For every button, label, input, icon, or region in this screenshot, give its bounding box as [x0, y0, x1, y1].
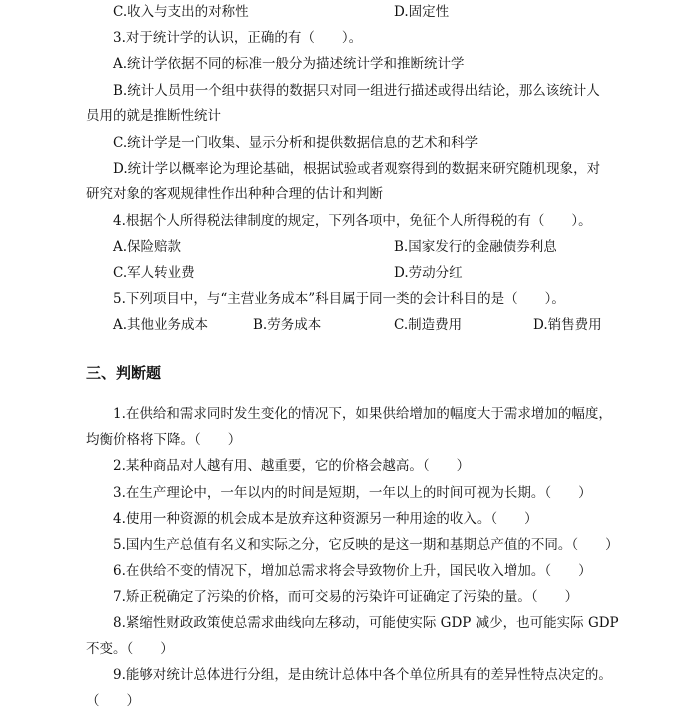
q4-option-b: B.国家发行的金融债券利息	[394, 239, 557, 255]
tf-item-8-line1: 8.紧缩性财政政策使总需求曲线向左移动，可能使实际 GDP 减少，也可能实际 GDP	[113, 615, 619, 631]
q3-option-c: C.统计学是一门收集、显示分析和提供数据信息的艺术和科学	[113, 135, 479, 151]
q4-stem: 4.根据个人所得税法律制度的规定，下列各项中，免征个人所得税的有（ ）。	[113, 213, 592, 229]
tf-item-3: 3.在生产理论中，一年以内的时间是短期，一年以上的时间可视为长期。（ ）	[113, 485, 592, 501]
section-title-true-false: 三、判断题	[86, 364, 162, 382]
q3-option-a: A.统计学依据不同的标准一般分为描述统计学和推断统计学	[113, 56, 465, 72]
q3-option-b-line1: B.统计人员用一个组中获得的数据只对同一组进行描述或得出结论，那么该统计人	[113, 83, 600, 99]
q5-option-c: C.制造费用	[394, 317, 463, 333]
tf-item-8-line2: 不变。（ ）	[86, 641, 174, 657]
q3-stem: 3.对于统计学的认识，正确的有（ ）。	[113, 30, 363, 46]
q5-option-a: A.其他业务成本	[113, 317, 209, 333]
tf-item-1-line1: 1.在供给和需求同时发生变化的情况下，如果供给增加的幅度大于需求增加的幅度，	[113, 406, 612, 422]
q4-option-a: A.保险赔款	[113, 239, 182, 255]
tf-item-9-line1: 9.能够对统计总体进行分组，是由统计总体中各个单位所具有的差异性特点决定的。	[113, 667, 612, 683]
tf-item-4: 4.使用一种资源的机会成本是放弃这种资源另一种用途的收入。（ ）	[113, 511, 538, 527]
q5-stem: 5.下列项目中，与“主营业务成本”科目属于同一类的会计科目的是（ ）。	[113, 291, 565, 307]
q5-option-d: D.销售费用	[533, 317, 602, 333]
q2-option-d: D.固定性	[394, 4, 450, 20]
q3-option-b-line2: 员用的就是推断性统计	[86, 108, 221, 124]
tf-item-7: 7.矫正税确定了污染的价格，而可交易的污染许可证确定了污染的量。（ ）	[113, 589, 579, 605]
tf-item-1-line2: 均衡价格将下降。（ ）	[86, 432, 242, 448]
q2-option-c: C.收入与支出的对称性	[113, 4, 249, 20]
tf-item-2: 2.某种商品对人越有用、越重要，它的价格会越高。（ ）	[113, 458, 471, 474]
q3-option-d-line2: 研究对象的客观规律性作出种种合理的估计和判断	[86, 186, 383, 202]
q5-option-b: B.劳务成本	[253, 317, 322, 333]
q3-option-d-line1: D.统计学以概率论为理论基础，根据试验或者观察得到的数据来研究随机现象，对	[113, 161, 601, 177]
tf-item-5: 5.国内生产总值有名义和实际之分，它反映的是这一期和基期总产值的不同。（ ）	[113, 537, 619, 553]
q4-option-c: C.军人转业费	[113, 265, 195, 281]
tf-item-9-line2: （ ）	[86, 693, 140, 709]
q4-option-d: D.劳动分红	[394, 265, 463, 281]
tf-item-6: 6.在供给不变的情况下，增加总需求将会导致物价上升，国民收入增加。（ ）	[113, 563, 592, 579]
